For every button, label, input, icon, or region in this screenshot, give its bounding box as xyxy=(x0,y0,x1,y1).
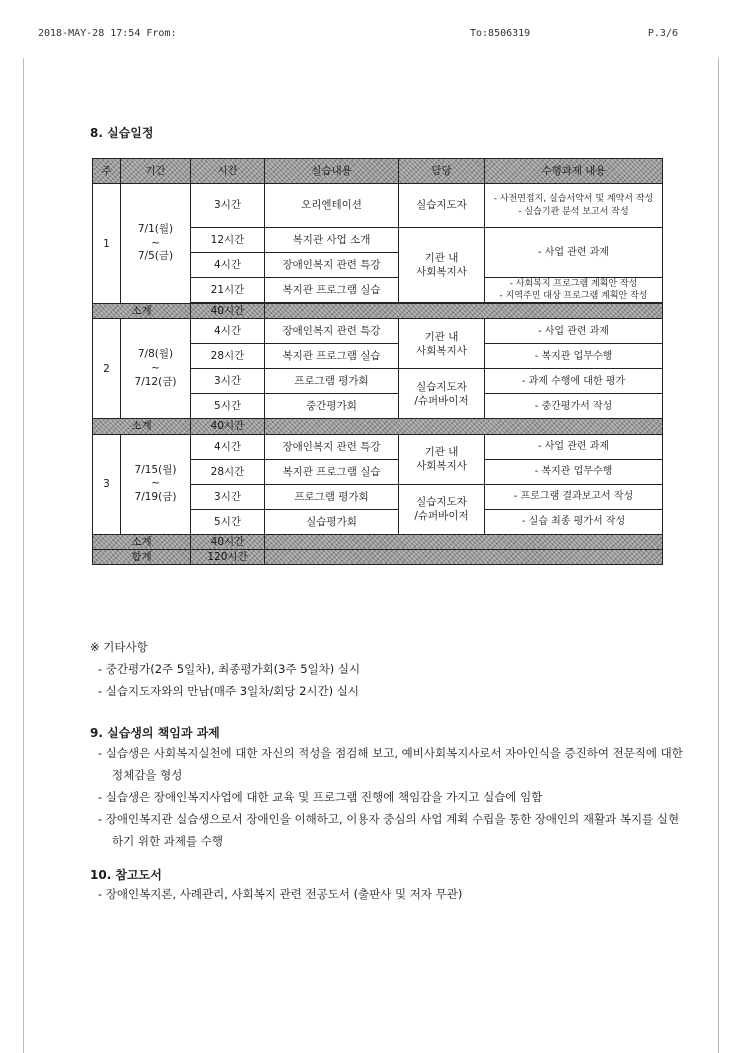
week-number: 1 xyxy=(93,184,121,304)
staff-cell: 실습지도자 /슈퍼바이저 xyxy=(399,484,485,534)
tasks-cell: - 중간평가서 작성 xyxy=(485,394,663,419)
time-cell: 21시간 xyxy=(191,278,265,303)
content-cell: 실습평가회 xyxy=(265,509,399,534)
staff-cell: 기관 내 사회복지사 xyxy=(399,434,485,484)
header-tasks: 수행과제 내용 xyxy=(485,159,663,184)
tasks-cell: - 사업 관련 과제 xyxy=(485,228,663,278)
tasks-cell: - 사업 관련 과제 xyxy=(485,434,663,459)
content-cell: 복지관 프로그램 실습 xyxy=(265,459,399,484)
scan-edge-right xyxy=(718,58,719,1053)
period-start: 7/8(월) xyxy=(137,348,174,361)
content-cell: 장애인복지 관련 특강 xyxy=(265,319,399,344)
time-cell: 4시간 xyxy=(191,434,265,459)
content-cell: 오리엔테이션 xyxy=(265,184,399,228)
time-cell: 3시간 xyxy=(191,369,265,394)
section-10-list xyxy=(90,883,690,905)
content-cell: 중간평가회 xyxy=(265,394,399,419)
fax-page-number: P.3/6 xyxy=(647,28,678,39)
table-row xyxy=(93,434,663,459)
list-item: - 실습지도자와의 만남(매주 3일차/회당 2시간) 실시 xyxy=(98,684,359,698)
subtotal-row xyxy=(93,534,663,549)
subtotal-time: 40시간 xyxy=(191,534,265,549)
total-row xyxy=(93,549,663,564)
subtotal-fill xyxy=(265,534,663,549)
staff-cell: 기관 내 사회복지사 xyxy=(399,319,485,369)
time-cell: 4시간 xyxy=(191,253,265,278)
period-start: 7/1(월) xyxy=(137,223,174,236)
tasks-cell: - 과제 수행에 대한 평가 xyxy=(485,369,663,394)
time-cell: 3시간 xyxy=(191,484,265,509)
section-10-title: 10. 참고도서 xyxy=(90,868,162,882)
list-item: - 장애인복지관 실습생으로서 장애인을 이해하고, 이용자 중심의 사업 계획 수립을 통한 장애인의 재활과 복지를 실현하기 위한 과제를 수행 xyxy=(98,812,680,848)
fax-recipient: To:8506319 xyxy=(470,28,531,39)
list-item: - 장애인복지론, 사례관리, 사회복지 관련 전공도서 (출판사 및 저자 무관) xyxy=(98,887,463,901)
period-end: 7/5(금) xyxy=(137,250,174,263)
etc-title: ※ 기타사항 xyxy=(90,640,148,654)
list-item: - 실습생은 장애인복지사업에 대한 교육 및 프로그램 진행에 책임감을 가지고 실습에 임함 xyxy=(98,790,543,804)
header-staff: 담당 xyxy=(399,159,485,184)
time-cell: 5시간 xyxy=(191,509,265,534)
header-period: 기간 xyxy=(121,159,191,184)
subtotal-label: 소계 xyxy=(93,419,191,434)
table-row xyxy=(93,319,663,344)
period-end: 7/12(금) xyxy=(134,375,177,388)
time-cell: 3시간 xyxy=(191,184,265,228)
time-cell: 5시간 xyxy=(191,394,265,419)
time-cell: 4시간 xyxy=(191,319,265,344)
tasks-cell: - 실습 최종 평가서 작성 xyxy=(485,509,663,534)
subtotal-label: 소계 xyxy=(93,534,191,549)
total-time: 120시간 xyxy=(191,549,265,564)
scan-edge-left xyxy=(23,58,24,1053)
content-cell: 프로그램 평가회 xyxy=(265,369,399,394)
content-cell: 장애인복지 관련 특강 xyxy=(265,253,399,278)
section-9-list xyxy=(90,742,690,852)
week-number: 3 xyxy=(93,434,121,534)
week-number: 2 xyxy=(93,319,121,419)
staff-cell: 기관 내 사회복지사 xyxy=(399,228,485,303)
subtotal-time: 40시간 xyxy=(191,419,265,434)
time-cell: 12시간 xyxy=(191,228,265,253)
subtotal-fill xyxy=(265,419,663,434)
fax-header xyxy=(38,28,678,44)
staff-cell: 실습지도자 xyxy=(399,184,485,228)
staff-cell: 실습지도자 /슈퍼바이저 xyxy=(399,369,485,419)
period-end: 7/19(금) xyxy=(134,490,177,503)
subtotal-time: 40시간 xyxy=(191,304,265,319)
tasks-cell: - 복지관 업무수행 xyxy=(485,459,663,484)
section-8-title: 8. 실습일정 xyxy=(90,126,154,140)
period-sep: ~ xyxy=(151,236,160,249)
week-period xyxy=(121,319,191,419)
content-cell: 복지관 프로그램 실습 xyxy=(265,344,399,369)
practicum-schedule-table xyxy=(92,158,663,565)
tasks-cell: - 사회복지 프로그램 계획안 작성 - 지역주민 대상 프로그램 계획안 작성 xyxy=(485,278,663,303)
section-9-title: 9. 실습생의 책임과 과제 xyxy=(90,726,220,740)
tasks-cell: - 복지관 업무수행 xyxy=(485,344,663,369)
subtotal-fill xyxy=(265,304,663,319)
subtotal-label: 소계 xyxy=(93,304,191,319)
week-period xyxy=(121,434,191,534)
etc-notes xyxy=(90,636,690,702)
time-cell: 28시간 xyxy=(191,344,265,369)
total-fill xyxy=(265,549,663,564)
week-period xyxy=(121,184,191,304)
header-week: 주 xyxy=(93,159,121,184)
period-sep: ~ xyxy=(151,477,160,490)
table-row xyxy=(93,184,663,228)
content-cell: 복지관 사업 소개 xyxy=(265,228,399,253)
time-cell: 28시간 xyxy=(191,459,265,484)
content-cell: 장애인복지 관련 특강 xyxy=(265,434,399,459)
period-start: 7/15(월) xyxy=(134,463,177,476)
list-item: - 중간평가(2주 5일차), 최종평가회(3주 5일차) 실시 xyxy=(98,662,361,676)
content-cell: 프로그램 평가회 xyxy=(265,484,399,509)
fax-sender-line: 2018-MAY-28 17:54 From: xyxy=(38,28,177,39)
tasks-cell: - 프로그램 결과보고서 작성 xyxy=(485,484,663,509)
subtotal-row xyxy=(93,304,663,319)
header-time: 시간 xyxy=(191,159,265,184)
table-header-row xyxy=(93,159,663,184)
period-sep: ~ xyxy=(151,362,160,375)
header-content: 실습내용 xyxy=(265,159,399,184)
list-item: - 실습생은 사회복지실천에 대한 자신의 적성을 점검해 보고, 예비사회복지사로서 자아인식을 증진하여 전문직에 대한 정체감을 형성 xyxy=(98,746,683,782)
content-cell: 복지관 프로그램 실습 xyxy=(265,278,399,303)
subtotal-row xyxy=(93,419,663,434)
tasks-cell: - 사업 관련 과제 xyxy=(485,319,663,344)
total-label: 합계 xyxy=(93,549,191,564)
tasks-cell: - 사전면접지, 실습서약서 및 계약서 작성 - 실습기관 분석 보고서 작성 xyxy=(485,184,663,228)
